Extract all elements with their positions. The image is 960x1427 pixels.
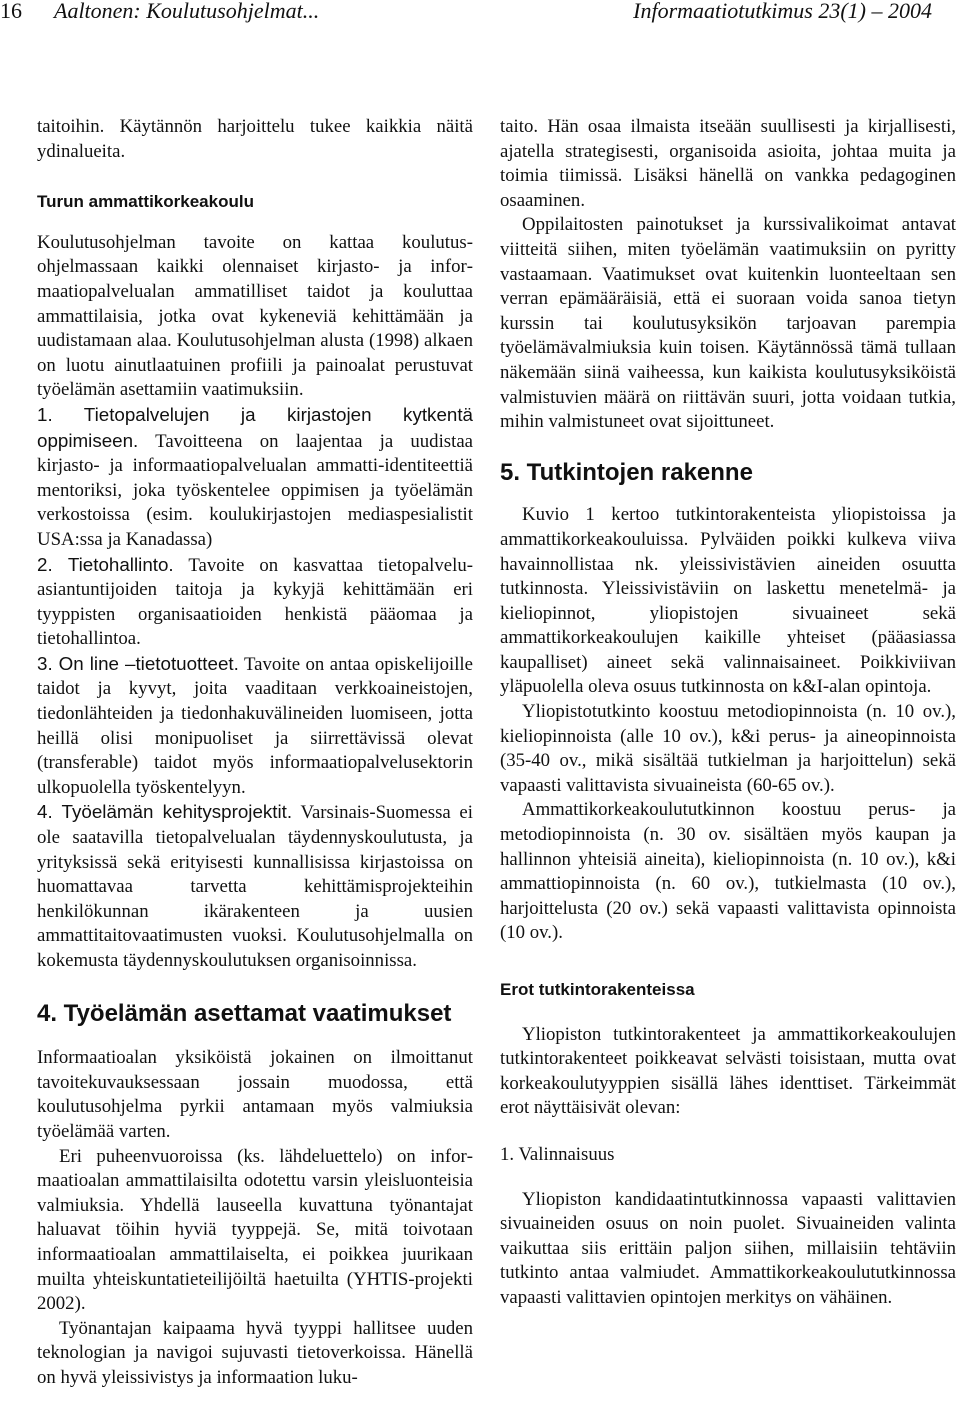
oppilaitosten-paragraph: Oppilaitosten painotukset ja kurssivalikoimat antavat viitteitä siihen, miten työelämän vaatimuksiin on pyritty vastaamaan. Vaatimukset ovat kuitenkin luonteeltaan sen verran epämääräisiä, että ei suoraan voida sanoa tietyn kurssin tai koulutusyksikön tarjoavan parempia työelämävalmiuksia kuin toisen. Käytännössä tämä tullaan näkemään siinä vaiheessa, kun kaikista koulutusyksiköistä valmistuvien määrä on riittävän suuri, jotta voidaan tutkia, mihin valmistuneet ovat sijoittuneet.: [500, 214, 956, 433]
section-5-paragraph-1: Kuvio 1 kertoo tutkintorakenteista yliopistoissa ja ammattikorkeakouluissa. Pylväiden poikki kulkeva viiva havainnollistaa nk. yleissivistävien aineiden osuutta tutkinnosta. Yleissivistäviin on laskettu menetelmä- ja kieliopinnot, yliopistojen sivuaineet sekä ammattikorkeakoulujen kaikille yhteiset (pääasiassa kaupalliset) aineet sekä valinnaisaineet. Poikkiviivan yläpuolella oleva osuus tutkinnosta on k&I-alan opintoja.: [500, 504, 956, 698]
section-5-heading: 5. Tutkintojen rakenne: [500, 458, 753, 486]
section-4-paragraph-2: Eri puheenvuoroissa (ks. lähdeluettelo) on informaatioalan ammattilaisilta odotettu varsin yleisluonteisia valmiuksia. Yhdellä lauseella kuvattuna työnantajat haluavat töihin hyviä tyyppejä. Se, mitä toivotaan informaatioalan ammattilaiselta, ei poikkea juurikaan muilta yhteiskuntatieteilijöiltä haetuilta (YHTIS-projekti 2002).: [37, 1145, 473, 1315]
item-1-text: Tavoitteena on laajentaa ja uudistaa kirjasto- ja informaatiopalvelualan ammatti-identiteettiä mentoriksi, joka työskentelee oppimisen ja työelämän verkostoissa (esim. koulukirjastojen mediaspesialistit USA:ssa ja Kanadassa): [37, 430, 473, 550]
valinnaisuus-paragraph: Yliopiston kandidaatintutkinnossa vapaasti valittavien sivuaineiden osuus on noin puolet. Sivuaineiden valinta vaikuttaa siis erittäin paljon siihen, millaisiin tehtäviin tutkinto antaa valmiudet. Ammattikorkeakoulututkinnossa vapaasti valittavien opintojen merkitys on vähäinen.: [500, 1188, 956, 1308]
list-item-valinnaisuus: 1. Valinnaisuus: [500, 1143, 615, 1165]
section-4-paragraph-3: Työnantajan kaipaama hyvä tyyppi hallitsee uuden teknologian ja navigoi sujuvasti tietoverkoissa. Hänellä on hyvä yleissivistys ja informaation luku-: [37, 1317, 473, 1388]
item-2: [37, 553, 473, 652]
section-4-heading: 4. Työelämän asettamat vaatimukset: [37, 999, 452, 1027]
running-author: Aaltonen: Koulutusohjelmat...: [54, 0, 320, 23]
page-number: 16: [0, 0, 22, 23]
item-3: [37, 652, 473, 801]
item-3-title: 3. On line –tietotuotteet.: [37, 652, 239, 674]
item-4-title: 4. Työelämän kehitysprojektit.: [37, 801, 293, 823]
right-column: [500, 115, 956, 1311]
heading-turku: Turun ammattikorkeakoulu: [37, 192, 254, 212]
running-journal: Informaatiotutkimus 23(1) – 2004: [633, 0, 932, 23]
item-1-title: 1. Tietopalvelujen ja kirjastojen kytkentä oppimiseen.: [37, 403, 473, 451]
item-1: [37, 403, 473, 553]
section-5-paragraph-2: Yliopistotutkinto koostuu metodiopinnoista (n. 10 ov.), kieliopinnoista (alle 10 ov.), k&i perus- ja aineopinnoista (35-40 ov., mikä sisältää tutkielman ja harjoittelun) sekä vapaasti valittavista sivuaineista (60-65 ov.).: [500, 701, 956, 796]
running-header: [0, 0, 960, 34]
item-4: [37, 800, 473, 973]
left-column: [37, 115, 473, 1391]
item-4-text: Varsinais-Suomessa ei ole saatavilla tietopalvelualan täydennyskoulutusta, ja yrityksissä sekä erityisesti kunnallisissa kirjastoissa on huomattavaa tarvetta kehittämisprojekteihin henkilökunnan ikärakenteen ja uusien ammattitaitovaatimusten vuoksi. Koulutusohjelmalla on kokemusta täydennyskoulutuksen organisoinnissa.: [37, 802, 473, 971]
section-4-paragraph-1: Informaatioalan yksiköistä jokainen on ilmoittanut tavoitekuvauksessaan jossain muodossa, että koulutusohjelma pyrkii antamaan myös valmiuksia työelämää varten.: [37, 1047, 473, 1142]
heading-erot: Erot tutkintorakenteissa: [500, 980, 695, 999]
item-2-title: 2. Tietohallinto.: [37, 553, 174, 575]
item-3-text: Tavoite on antaa opiskelijoille taidot ja kyvyt, joita vaaditaan verkkoaineistojen, tiedonlähteiden ja tiedonhakuvälineiden luomiseen, jotta heillä olisi monipuoliset ja siirrettävissä olevat (transferable) taidot myös informaatiopalvelusektorin ulkopuolella työskentelyyn.: [37, 653, 473, 798]
section-5-paragraph-3: Ammattikorkeakoulututkinnon koostuu perus- ja metodiopinnoista (n. 30 ov. sisältäen myös kaupan ja hallinnon yhteisiä aineita), kieliopinnoista (n. 10 ov.), k&i ammattiopinnoista (n. 60 ov.), tutkielmasta (10 ov.), harjoittelusta (20 ov.) sekä vapaasti valittavista opinnoista (10 ov.).: [500, 799, 956, 944]
item-2-text: Tavoite on kasvattaa tietopalveluasiantuntijoiden taitoja ja kykyjä kehittämään eri tyyppisten organisaatioiden henkistä pääomaa ja tietohallintoa.: [37, 554, 473, 650]
erot-paragraph: Yliopiston tutkintorakenteet ja ammattikorkeakoulujen tutkintorakenteet poikkeavat selvästi toisistaan, mutta ovat korkeakoulutyyppien sisällä lähes identtiset. Tärkeimmät erot näyttäisivät olevan:: [500, 1023, 956, 1119]
intro-paragraph: taitoihin. Käytännön harjoittelu tukee kaikkia näitä ydinalueita.: [37, 116, 473, 162]
continuation-paragraph: taito. Hän osaa ilmaista itseään suullisesti ja kirjallisesti, ajatella strategisesti, organisoida asioita, johtaa muita ja toimia tiimissä. Lisäksi hänellä on vankka pedagoginen osaaminen.: [500, 116, 956, 211]
turku-paragraph: Koulutusohjelman tavoite on kattaa koulutusohjelmassaan kaikki olennaiset kirjasto- ja informaatiopalvelualan ammatilliset taidot ja kouluttaa ammattilaisia, jotka ovat kykeneviä kehittämään ja uudistamaan alaa. Koulutusohjelman alusta (1998) alkaen on luotu ainutlaatuinen profiili ja painoalat perustuvat työelämän asettamiin vaatimuksiin.: [37, 231, 473, 401]
